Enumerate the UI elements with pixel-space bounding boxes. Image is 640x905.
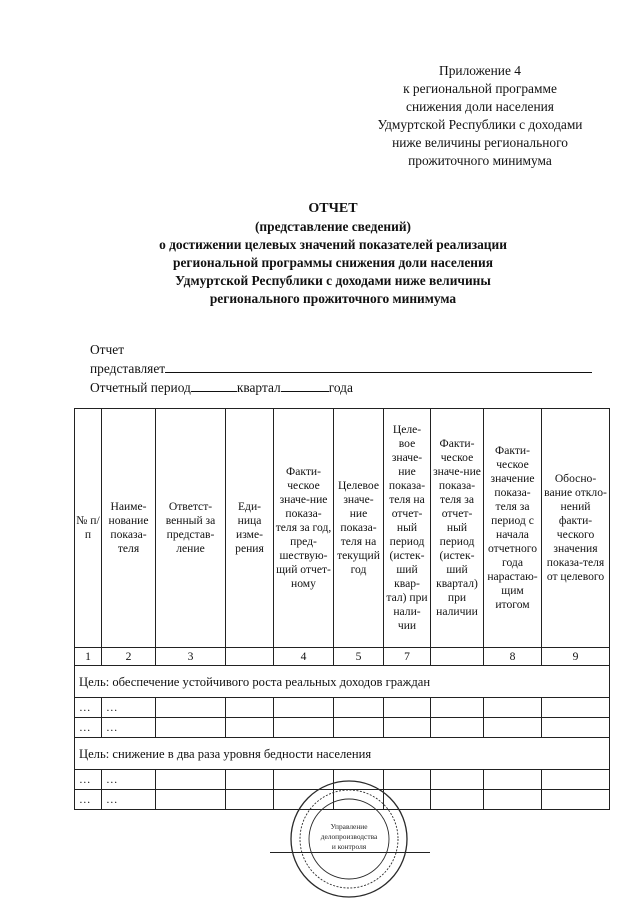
appendix-note — [350, 62, 610, 170]
quarter-label: квартал — [236, 380, 281, 395]
appendix-line: к региональной программе — [403, 81, 557, 96]
row-dots: … — [75, 770, 102, 790]
table-cell — [484, 790, 542, 810]
presenter-row — [90, 359, 610, 378]
title-line: Удмуртской Республики с доходами ниже величины — [175, 273, 491, 288]
table-cell — [226, 718, 274, 738]
title-main: ОТЧЕТ — [308, 201, 358, 216]
table-cell — [156, 770, 226, 790]
official-stamp — [288, 778, 410, 900]
table-cell — [431, 770, 484, 790]
column-number: 2 — [102, 648, 156, 666]
column-header: Факти-ческое значение показа-теля за период с начала отчетного года нарастаю-щим итогом — [484, 409, 542, 648]
column-number: 7 — [384, 648, 431, 666]
appendix-line: Удмуртской Республики с доходами — [377, 117, 583, 132]
row-dots: … — [75, 790, 102, 810]
table-cell — [156, 718, 226, 738]
column-header: Целевое значе-ние показа-теля на текущий год — [334, 409, 384, 648]
column-number: 1 — [75, 648, 102, 666]
row-dots: … — [102, 718, 156, 738]
stamp-text: Управление — [330, 822, 368, 831]
table-cell — [542, 718, 610, 738]
column-number: 4 — [274, 648, 334, 666]
header-row — [75, 409, 610, 648]
table-cell — [542, 790, 610, 810]
appendix-line: снижения доли населения — [406, 99, 554, 114]
stamp-text: делопроизводства — [320, 832, 378, 841]
row-dots: … — [102, 790, 156, 810]
table-cell — [156, 698, 226, 718]
column-number: 9 — [542, 648, 610, 666]
column-header: Целе-вое значе-ние показа-теля на отчет-ный период (истек-ший квар-тал) при нали-чии — [384, 409, 431, 648]
column-header: Факти-ческое значе-ние показа-теля за отчет-ный период (истек-ший квартал) при наличии — [431, 409, 484, 648]
table-cell — [542, 770, 610, 790]
row-dots: … — [102, 770, 156, 790]
table-cell — [334, 698, 384, 718]
presenter-label: представляет — [90, 361, 166, 376]
report-title — [100, 200, 566, 308]
year-blank[interactable] — [281, 378, 329, 392]
row-dots: … — [75, 718, 102, 738]
column-header: Ответст-венный за представ-ление — [156, 409, 226, 648]
table-cell — [431, 718, 484, 738]
quarter-blank[interactable] — [191, 378, 237, 392]
table-cell — [384, 718, 431, 738]
title-line: о достижении целевых значений показателей реализации — [159, 237, 507, 252]
table-cell — [542, 698, 610, 718]
period-label: Отчетный период — [90, 380, 191, 395]
column-number — [226, 648, 274, 666]
goal-row — [75, 738, 610, 770]
column-header: № п/п — [75, 409, 102, 648]
goal-label: Цель: обеспечение устойчивого роста реальных доходов граждан — [75, 666, 610, 698]
table-cell — [226, 770, 274, 790]
appendix-line: Приложение 4 — [439, 63, 521, 78]
goal-row — [75, 666, 610, 698]
period-row — [90, 378, 610, 397]
stamp-text: и контроля — [331, 842, 367, 851]
table-row — [75, 698, 610, 718]
table-cell — [431, 698, 484, 718]
table-cell — [431, 790, 484, 810]
column-number: 5 — [334, 648, 384, 666]
presenter-blank[interactable] — [165, 359, 592, 373]
title-line: региональной программы снижения доли населения — [173, 255, 493, 270]
row-dots: … — [102, 698, 156, 718]
title-line: (представление сведений) — [254, 219, 412, 234]
title-line: регионального прожиточного минимума — [209, 291, 457, 306]
report-fields — [90, 341, 610, 397]
column-header: Еди-ница изме-рения — [226, 409, 274, 648]
report-label: Отчет — [90, 342, 125, 357]
table-cell — [334, 718, 384, 738]
appendix-line: ниже величины регионального — [392, 135, 568, 150]
row-dots: … — [75, 698, 102, 718]
table-cell — [226, 698, 274, 718]
table-cell — [274, 718, 334, 738]
column-header: Обосно-вание откло-нений факти-ческого значения показа-теля от целевого — [542, 409, 610, 648]
column-number: 3 — [156, 648, 226, 666]
appendix-line: прожиточного минимума — [408, 153, 552, 168]
column-number: 8 — [484, 648, 542, 666]
column-header: Наиме-нование показа-теля — [102, 409, 156, 648]
table-cell — [384, 698, 431, 718]
column-number — [431, 648, 484, 666]
table-cell — [484, 718, 542, 738]
goal-label: Цель: снижение в два раза уровня бедности населения — [75, 738, 610, 770]
year-label: года — [328, 380, 353, 395]
table-cell — [484, 770, 542, 790]
table-row — [75, 718, 610, 738]
column-header: Факти-ческое значе-ние показа-теля за год, пред-шествую-щий отчет-ному — [274, 409, 334, 648]
table-cell — [484, 698, 542, 718]
table-cell — [226, 790, 274, 810]
column-number-row — [75, 648, 610, 666]
table-cell — [156, 790, 226, 810]
table-cell — [274, 698, 334, 718]
report-table — [74, 408, 610, 810]
